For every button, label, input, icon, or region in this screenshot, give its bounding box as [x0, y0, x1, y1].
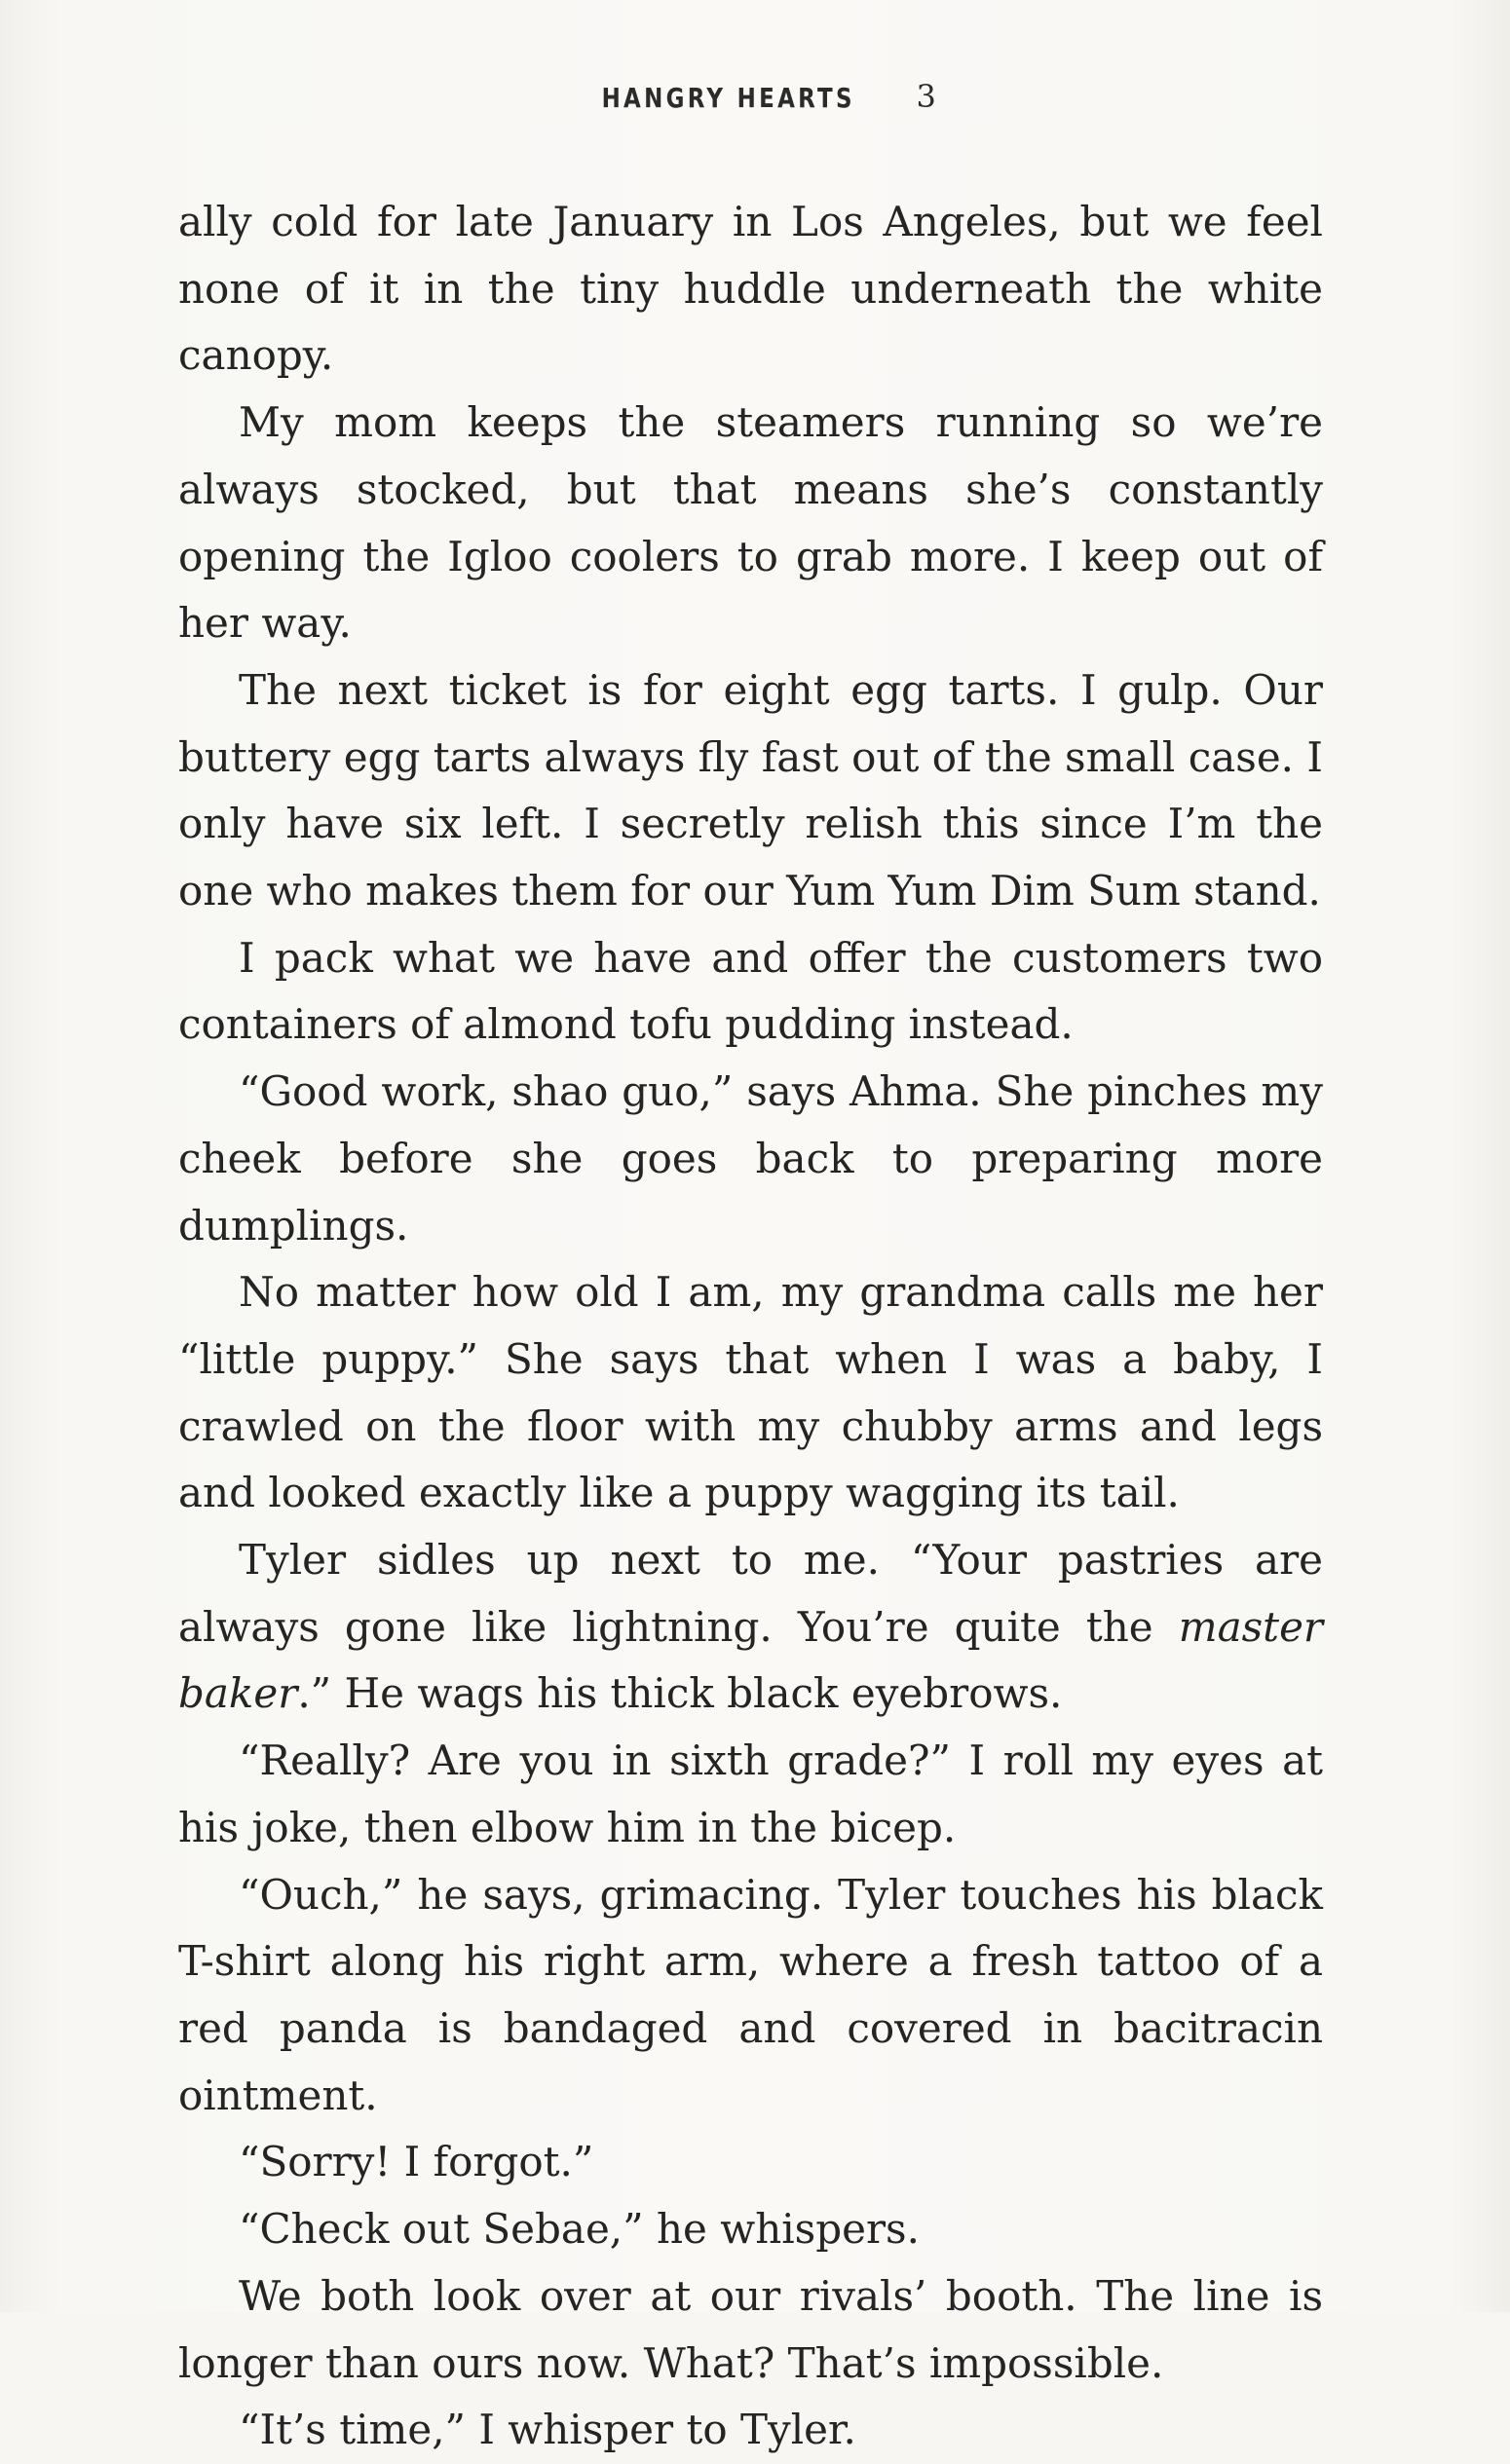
paragraph: My mom keeps the steamers running so we’re always stocked, but that means she’s constantly opening the Igloo coolers to grab more. I keep out of her way.: [178, 398, 1323, 648]
paragraph: “Sorry! I forgot.”: [239, 2138, 594, 2186]
paragraph: No matter how old I am, my grandma calls me her “little puppy.” She says that when I was a baby, I crawled on the floor with my chubby arms and legs and looked exactly like a puppy wagging its tail.: [178, 1268, 1323, 1517]
page-number: 3: [916, 78, 936, 115]
emphasized-phrase: master baker: [178, 1602, 1323, 1718]
running-title: HANGRY HEARTS: [601, 82, 855, 114]
paragraph: [178, 1527, 1323, 1728]
running-header: [0, 78, 1510, 115]
paragraph: I pack what we have and offer the customers two containers of almond tofu pudding instead.: [178, 933, 1323, 1049]
paragraph: “Really? Are you in sixth grade?” I roll my eyes at his joke, then elbow him in the bicep.: [178, 1736, 1323, 1851]
paragraph: “Ouch,” he says, grimacing. Tyler touches his black T-shirt along his right arm, where a fresh tattoo of a red panda is bandaged and covered in bacitracin ointment.: [178, 1870, 1323, 2119]
paragraph-continued: ally cold for late January in Los Angeles, but we feel none of it in the tiny huddle underneath the white canopy.: [178, 198, 1323, 380]
paragraph: “Check out Sebae,” he whispers.: [239, 2205, 920, 2254]
paragraph-text-after-emphasis: .” He wags his thick black eyebrows.: [297, 1669, 1063, 1718]
paragraph: The next ticket is for eight egg tarts. I gulp. Our buttery egg tarts always fly fast out of the small case. I only have six left. I secretly relish this since I’m the one who makes them for our Yum Yum Dim Sum stand.: [178, 665, 1323, 915]
paragraph: We both look over at our rivals’ booth. The line is longer than ours now. What? That’s impossible.: [178, 2271, 1323, 2387]
body-text: [178, 189, 1323, 2464]
paragraph-text-before-emphasis: Tyler sidles up next to me. “Your pastries are always gone like lightning. You’re quite the: [178, 1536, 1323, 1651]
paragraph: “Good work, shao guo,” says Ahma. She pinches my cheek before she goes back to preparing more dumplings.: [178, 1067, 1323, 1250]
paragraph: “It’s time,” I whisper to Tyler.: [239, 2406, 856, 2454]
